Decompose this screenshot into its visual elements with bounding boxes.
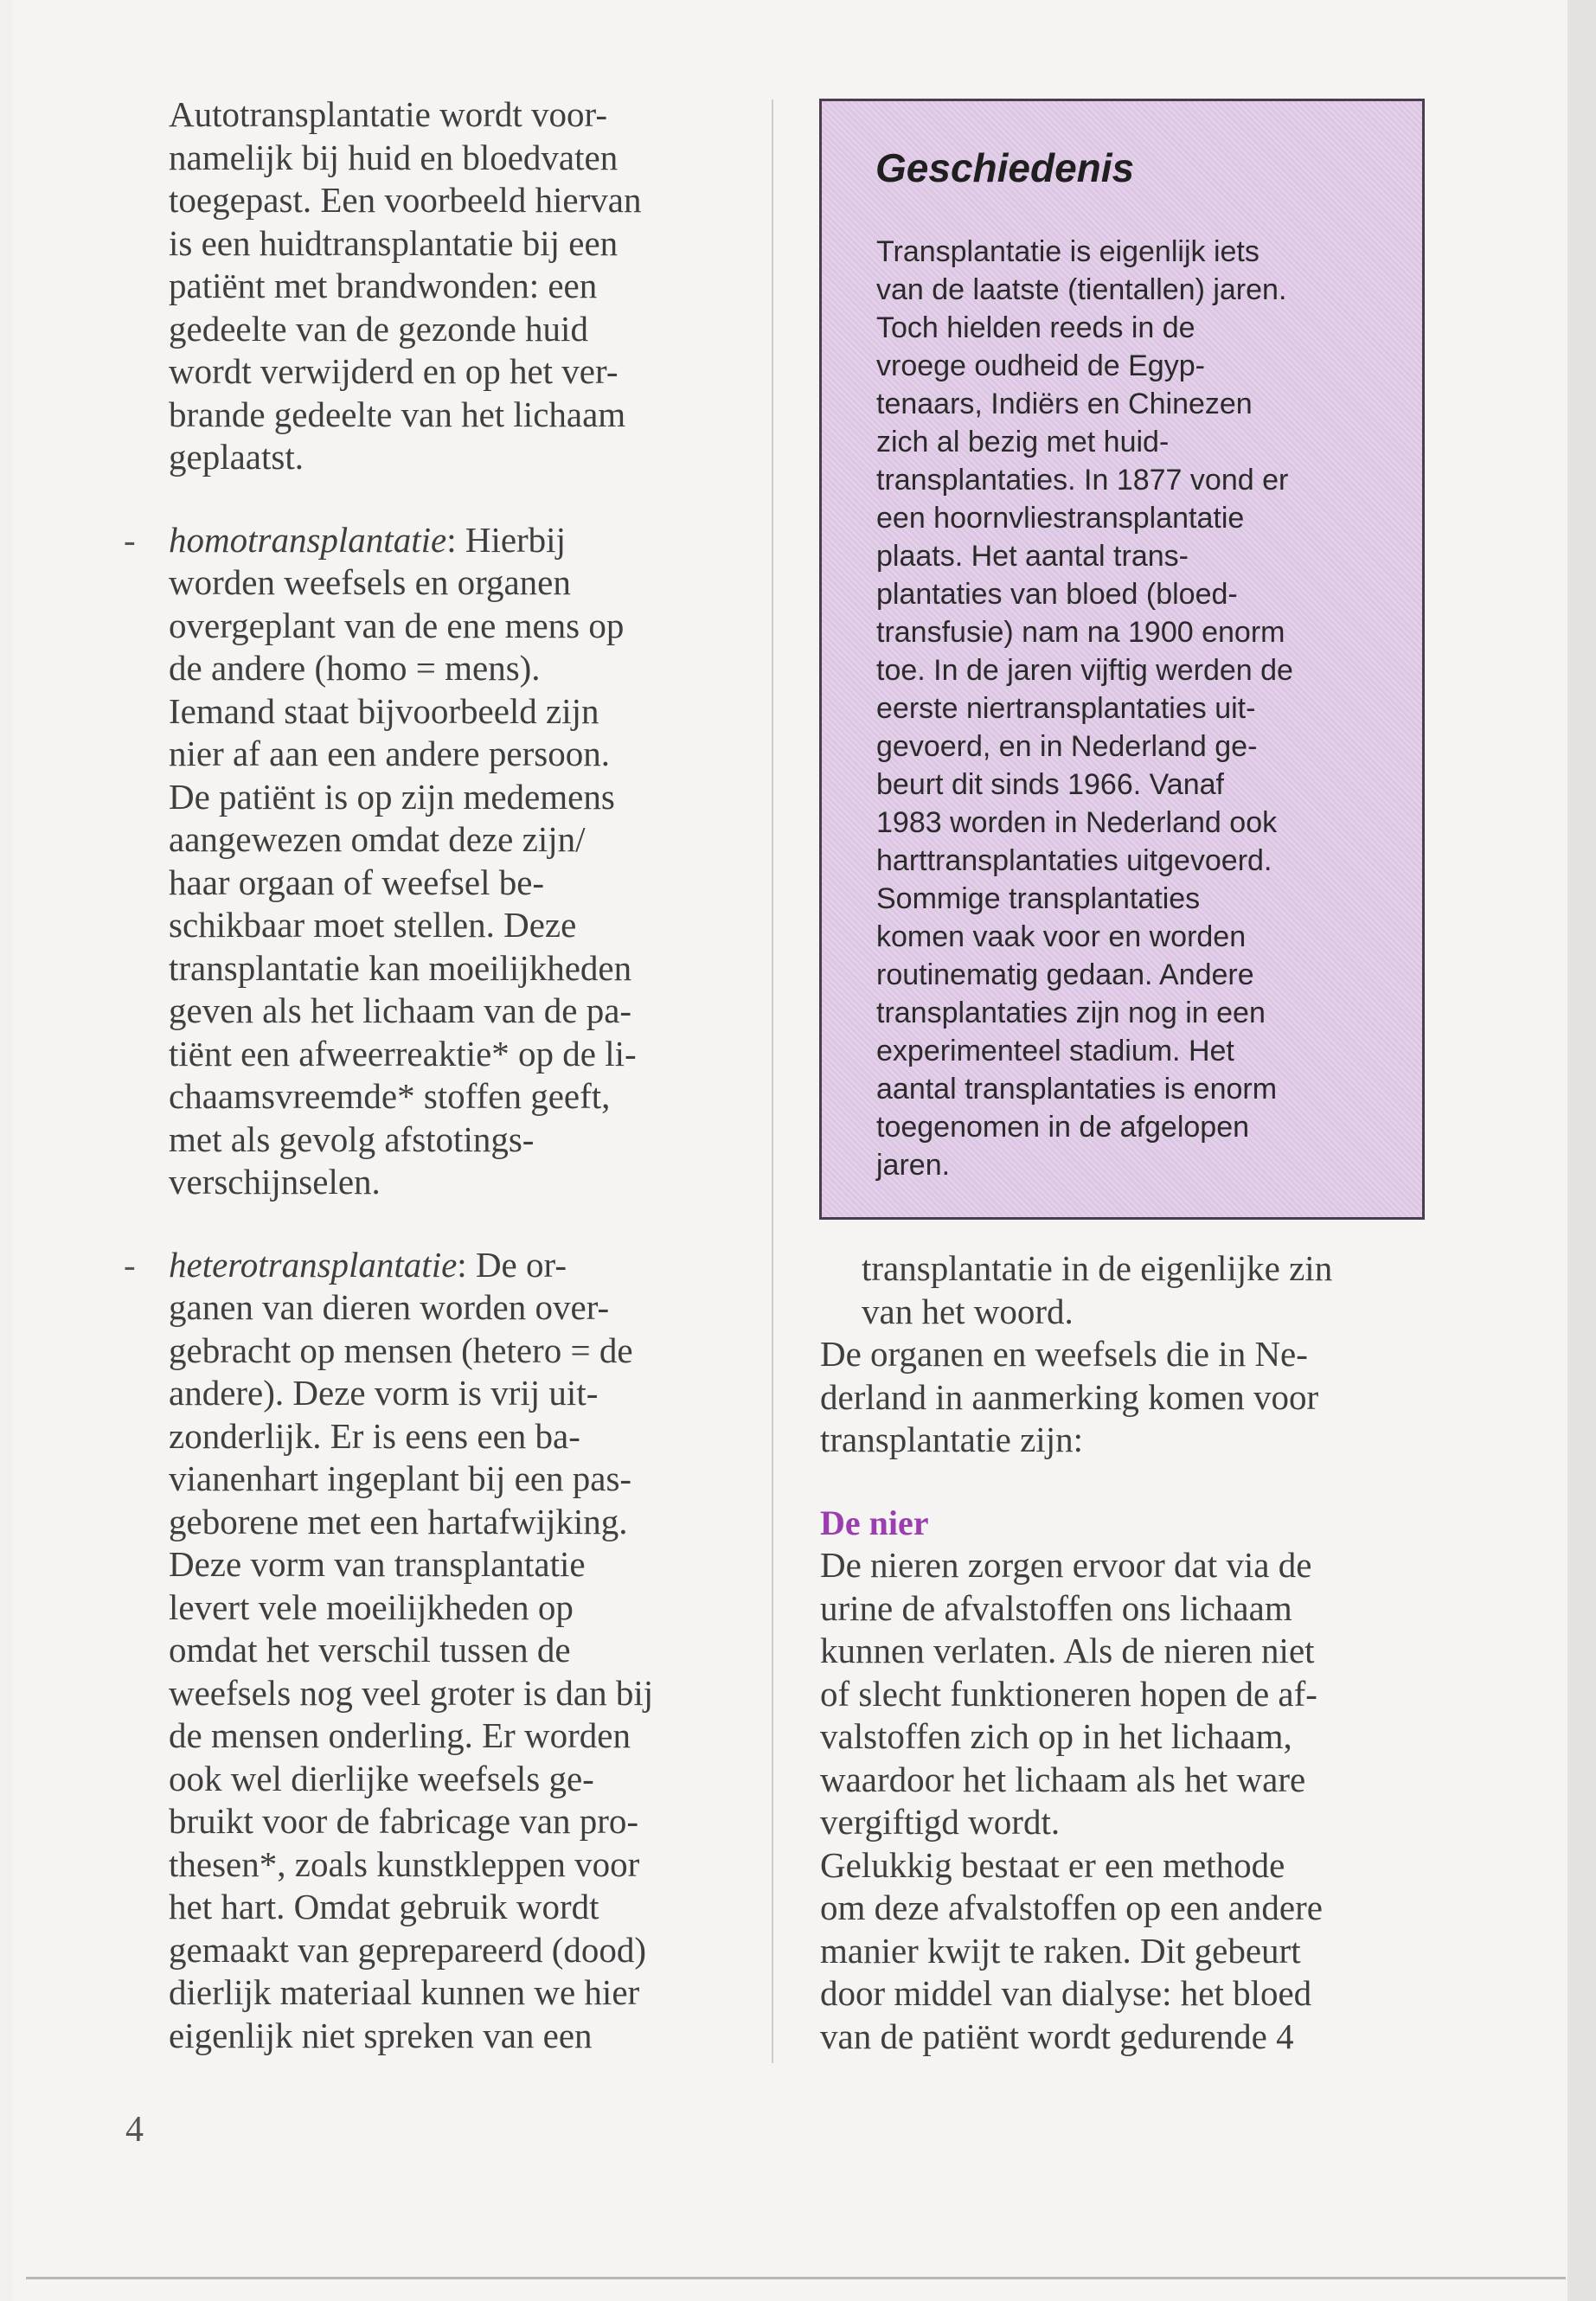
text-line: derland in aanmerking komen voor [820,1376,1319,1417]
box-line: tenaars, Indiërs en Chinezen [876,388,1253,420]
box-line: vroege oudheid de Egyp- [876,349,1205,382]
text-line: schikbaar moet stellen. Deze [169,905,577,945]
text-line: door middel van dialyse: het bloed [820,1973,1312,2013]
text-line: Gelukkig bestaat er een methode [820,1844,1285,1885]
box-line: gevoerd, en in Nederland ge- [876,730,1258,763]
text-line: De organen en weefsels die in Ne- [820,1334,1308,1374]
text-line: transplantatie in de eigenlijke zin [862,1248,1333,1288]
box-line: transplantaties. In 1877 vond er [876,464,1289,497]
text-line: dierlijk materiaal kunnen we hier [169,1972,640,2012]
text-line: namelijk bij huid en bloedvaten [169,137,619,177]
text-line: van het woord. [862,1291,1074,1331]
text-line: bruikt voor de fabricage van pro- [169,1801,639,1841]
box-line: toe. In de jaren vijftig werden de [876,654,1293,687]
text-line: gebracht op mensen (hetero = de [169,1330,633,1370]
text-line: patiënt met brandwonden: een [169,266,598,305]
text-line: nier af aan een andere persoon. [169,734,610,773]
text-line: gemaakt van geprepareerd (dood) [169,1929,647,1970]
box-title: Geschiedenis [875,145,1135,190]
text-line: haar orgaan of weefsel be- [169,862,545,902]
box-line: toegenomen in de afgelopen [876,1111,1250,1144]
text-line: kunnen verlaten. Als de nieren niet [820,1631,1315,1670]
text-line: gedeelte van de gezonde huid [169,308,588,349]
text-line: andere). Deze vorm is vrij uit- [169,1373,599,1413]
box-line: Toch hielden reeds in de [876,311,1195,344]
continuation-paragraph [820,1247,1434,1333]
term-rest: : De or- [457,1244,567,1285]
text-line: chaamsvreemde* stoffen geeft, [169,1076,611,1116]
text-line [169,1244,740,1287]
box-line: transplantaties zijn nog in een [876,997,1266,1029]
box-text [876,233,1395,1184]
text-line: om deze afvalstoffen op een andere [820,1888,1323,1927]
text-line: brande gedeelte van het lichaam [169,394,626,434]
box-line: 1983 worden in Nederland ook [876,806,1278,839]
text-line: Autotransplantatie wordt voor- [169,94,607,134]
nier-paragraph [820,1544,1434,2058]
text-line: Iemand staat bijvoorbeeld zijn [169,690,599,731]
text-line: transplantatie kan moeilijkheden [169,947,632,988]
text-line: De patiënt is op zijn medemens [169,776,615,817]
text-line: geborene met een hartafwijking. [169,1501,628,1541]
text-line: vergiftigd wordt. [820,1802,1061,1842]
text-line: van de patiënt wordt gedurende 4 [820,2016,1294,2056]
text-line: of slecht funktioneren hopen de af- [820,1673,1317,1714]
text-line: thesen*, zoals kunstkleppen voor [169,1843,640,1884]
text-line: zonderlijk. Er is eens een ba- [169,1415,580,1456]
box-line: routinematig gedaan. Andere [876,958,1254,991]
term-heterotransplantatie: heterotransplantatie [169,1244,458,1285]
text-line: de andere (homo = mens). [169,648,541,688]
text-line: worden weefsels en organen [169,562,571,602]
page-edge-shadow [1567,0,1596,2301]
heterotransplantatie-item [124,1244,740,2058]
box-line: Sommige transplantaties [876,882,1201,915]
text-line: ganen van dieren worden over- [169,1287,610,1327]
text-line: geplaatst. [169,437,304,477]
section-heading-de-nier: De nier [820,1503,929,1542]
intro-paragraph [169,93,740,479]
text-line: manier kwijt te raken. Dit gebeurt [820,1930,1301,1971]
text-line: overgeplant van de ene mens op [169,605,625,645]
page-number: 4 [125,2110,144,2150]
text-line: levert vele moeilijkheden op [169,1586,574,1627]
box-line: plaats. Het aantal trans- [876,540,1189,573]
box-line: transfusie) nam na 1900 enorm [876,616,1285,649]
box-line: van de laatste (tientallen) jaren. [876,273,1287,306]
text-line: valstoffen zich op in het lichaam, [820,1716,1292,1756]
box-line: eerste niertransplantaties uit- [876,692,1256,725]
text-line: wordt verwijderd en op het ver- [169,351,619,391]
right-column [820,1247,1434,2058]
text-line: vianenhart ingeplant bij een pas- [169,1458,632,1498]
box-line: zich al bezig met huid- [876,426,1170,458]
text-line [169,519,740,562]
list-dash: - [124,1244,136,1285]
text-line: omdat het verschil tussen de [169,1630,571,1670]
list-dash: - [124,519,136,560]
text-line: urine de afvalstoffen ons lichaam [820,1587,1292,1628]
text-line: met als gevolg afstotings- [169,1118,535,1159]
text-line: is een huidtransplantatie bij een [169,222,619,263]
text-line: transplantatie zijn: [820,1420,1083,1459]
term-homotransplantatie: homotransplantatie [169,519,447,560]
box-line: aantal transplantaties is enorm [876,1073,1278,1106]
text-line: eigenlijk niet spreken van een [169,2015,593,2055]
box-line: een hoornvliestransplantatie [876,502,1245,535]
text-line: waardoor het lichaam als het ware [820,1759,1306,1799]
text-line: geven als het lichaam van de pa- [169,990,632,1030]
box-line: experimenteel stadium. Het [876,1035,1234,1067]
text-line: toegepast. Een voorbeeld hiervan [169,180,642,220]
geschiedenis-box [819,99,1425,1220]
column-divider [772,99,773,2063]
organs-paragraph [820,1333,1434,1462]
homotransplantatie-item [124,519,740,1204]
text-line: de mensen onderling. Er worden [169,1715,631,1755]
box-line: komen vaak voor en worden [876,920,1247,953]
term-rest: : Hierbij [446,519,566,560]
left-column [124,93,740,2057]
text-line: tiënt een afweerreaktie* op de li- [169,1033,637,1074]
text-line: weefsels nog veel groter is dan bij [169,1672,654,1713]
box-line: Transplantatie is eigenlijk iets [876,235,1259,268]
text-line: De nieren zorgen ervoor dat via de [820,1545,1312,1585]
page-bottom-rule [26,2277,1566,2279]
box-line: harttransplantaties uitgevoerd. [876,844,1272,877]
box-line: jaren. [876,1149,951,1182]
box-line: beurt dit sinds 1966. Vanaf [876,768,1224,801]
text-line: verschijnselen. [169,1162,381,1202]
box-line: plantaties van bloed (bloed- [876,578,1238,611]
text-line: ook wel dierlijke weefsels ge- [169,1758,594,1798]
text-line: aangewezen omdat deze zijn/ [169,819,586,859]
text-line: Deze vorm van transplantatie [169,1544,586,1584]
text-line: het hart. Omdat gebruik wordt [169,1887,599,1926]
